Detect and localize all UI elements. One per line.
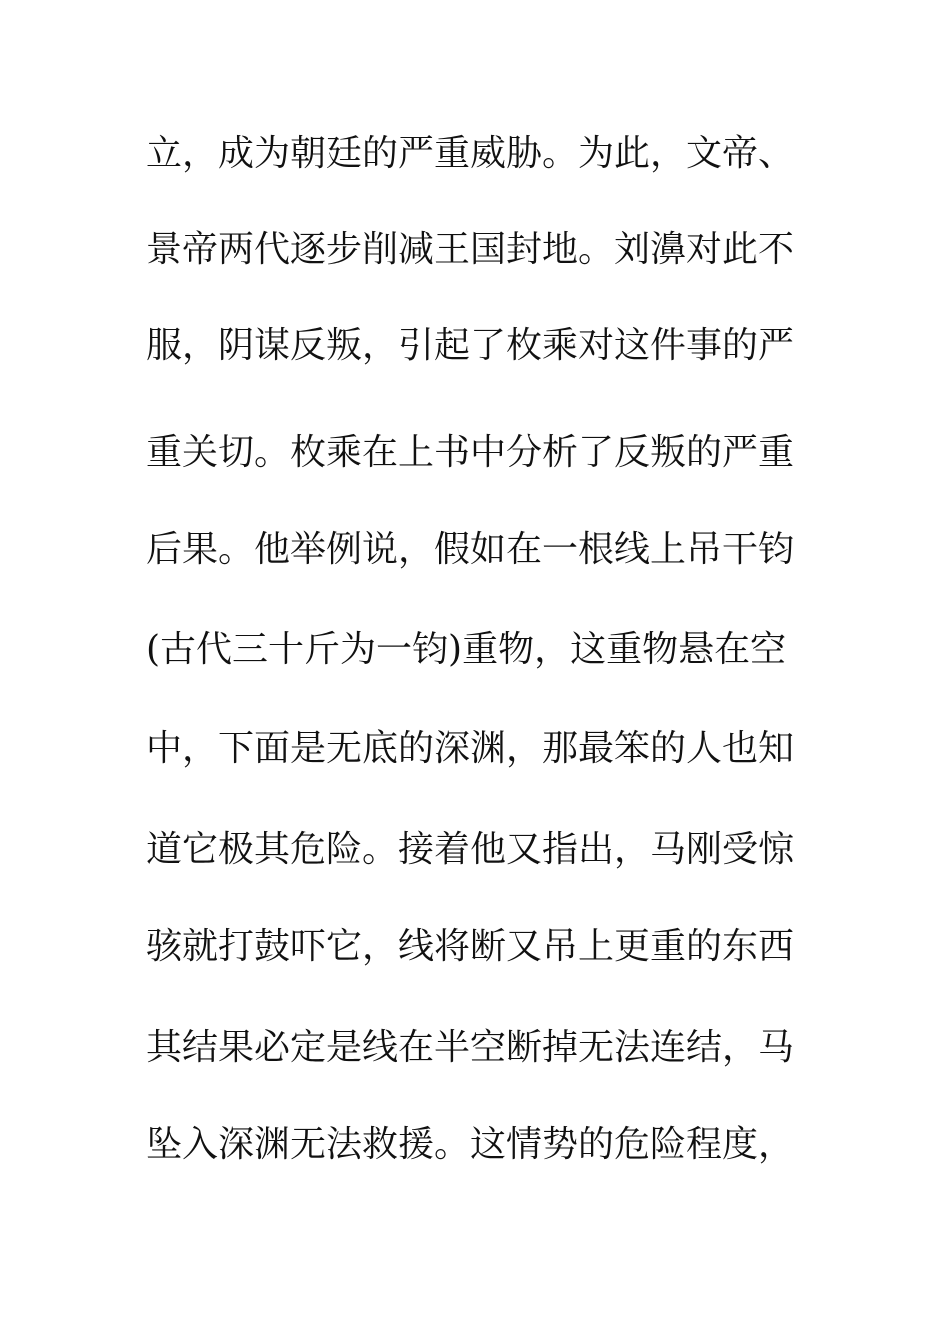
- text-line: 后果。他举例说，假如在一根线上吊干钧: [146, 529, 795, 570]
- text-line: 其结果必定是线在半空断掉无法连结，马: [146, 1027, 795, 1068]
- text-line: (古代三十斤为一钧)重物，这重物悬在空: [146, 629, 787, 670]
- text-line: 重关切。枚乘在上书中分析了反叛的严重: [146, 432, 795, 473]
- text-line: 道它极其危险。接着他又指出，马刚受惊: [146, 829, 795, 870]
- text-line: 坠入深渊无法救援。这情势的危险程度，: [146, 1124, 795, 1165]
- text-line: 中，下面是无底的深渊，那最笨的人也知: [146, 728, 795, 769]
- text-line: 骇就打鼓吓它，线将断又吊上更重的东西: [146, 926, 795, 967]
- text-line: 立，成为朝廷的严重威胁。为此，文帝、: [146, 133, 795, 174]
- text-line: 服，阴谋反叛，引起了枚乘对这件事的严: [146, 325, 795, 366]
- text-line: 景帝两代逐步削减王国封地。刘濞对此不: [146, 229, 795, 270]
